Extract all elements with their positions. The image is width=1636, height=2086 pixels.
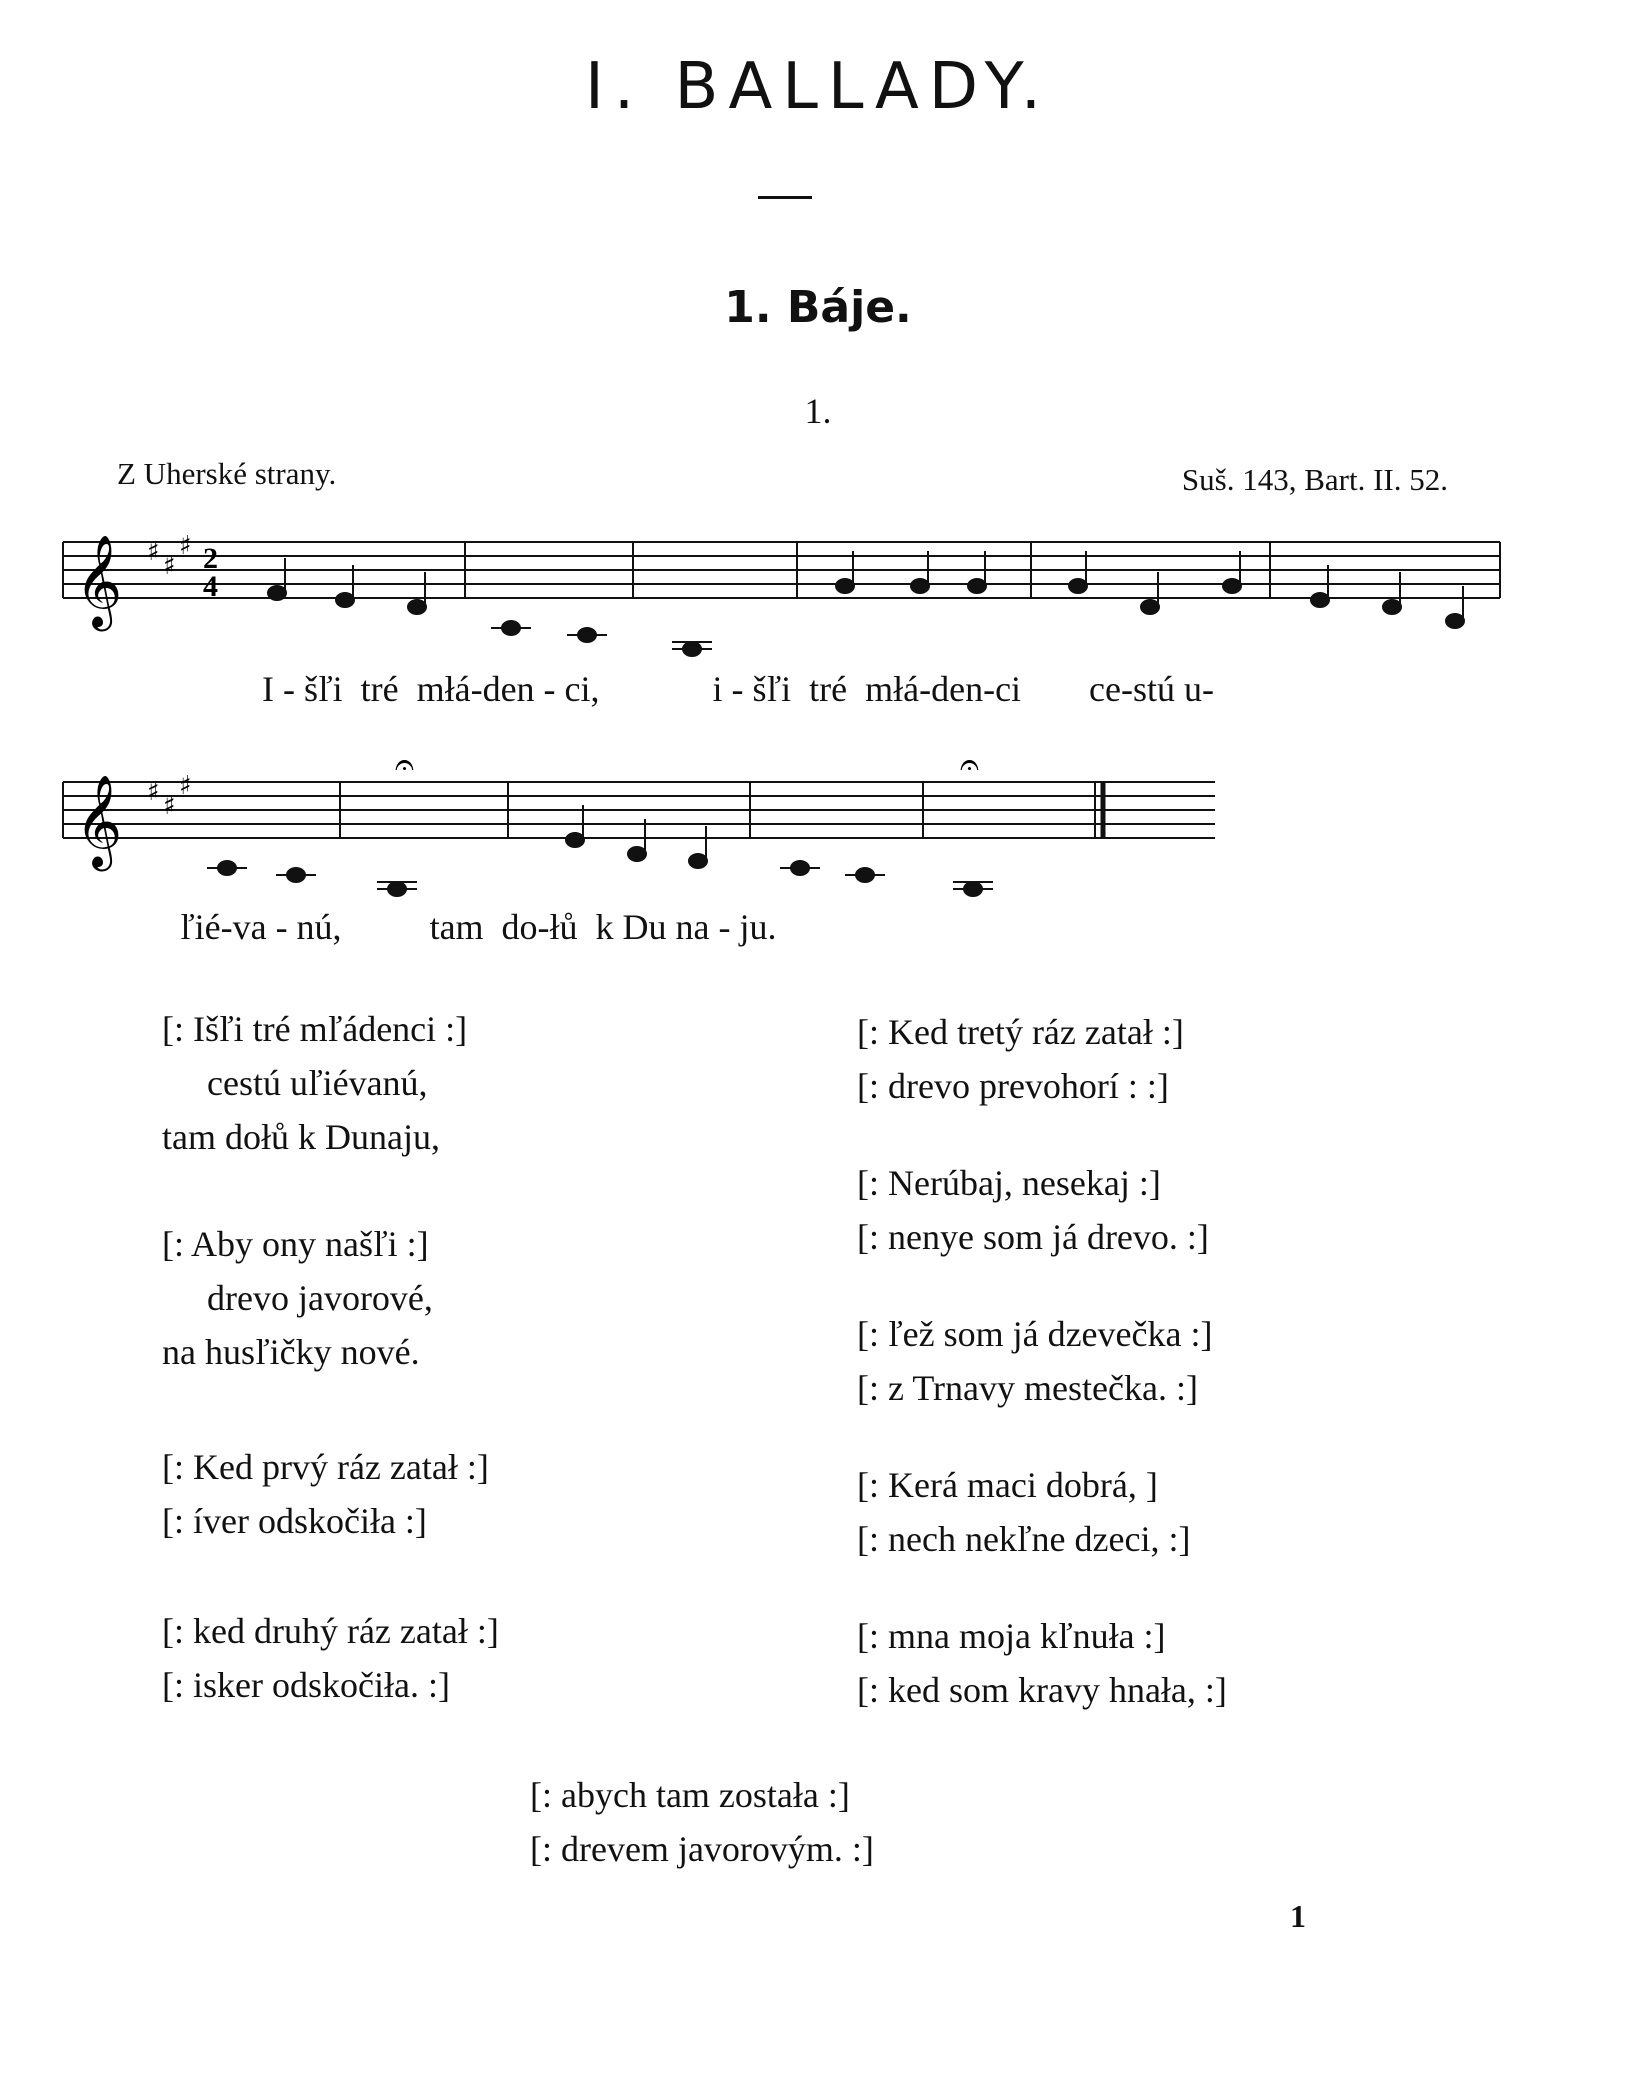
verse-line: [: nenye som já drevo. :] — [857, 1217, 1209, 1257]
notes-line-2 — [207, 805, 993, 896]
verse-left-2 — [162, 1217, 433, 1379]
verse-line: [: Išľi tré mľádenci :] — [162, 1009, 468, 1049]
verse-line: [: Aby ony našľi :] — [162, 1224, 429, 1264]
time-signature-bottom: 4 — [203, 570, 218, 603]
verse-right-4 — [857, 1458, 1190, 1566]
lyric-line-2 — [180, 906, 777, 948]
music-staff-2 — [55, 748, 1235, 898]
fermata-icon: 𝄐 — [395, 748, 414, 785]
lyric-syllable: k Du na - ju. — [595, 907, 777, 947]
verse-line: [: isker odskočiła. :] — [162, 1665, 450, 1705]
verse-right-1 — [857, 1005, 1184, 1113]
song-origin: Z Uherské strany. — [117, 456, 337, 491]
key-sharp-icon: ♯ — [163, 791, 176, 821]
section-title: 1. Báje. — [724, 282, 912, 333]
verse-left-1 — [162, 1002, 467, 1164]
verse-line: [: íver odskočiła :] — [162, 1501, 427, 1541]
chapter-title: I. BALLADY. — [584, 50, 1052, 124]
lyric-syllable: młá-den-ci — [865, 669, 1022, 709]
page-number: 1 — [1290, 1898, 1306, 1934]
lyric-syllable: do-łů — [501, 907, 578, 947]
song-number: 1. — [804, 391, 832, 431]
notes-line-1 — [268, 551, 1464, 656]
lyric-syllable: ce-stú u- — [1089, 669, 1214, 709]
lyric-syllable: tré — [809, 669, 848, 709]
verse-left-3 — [162, 1440, 489, 1548]
verse-line: cestú uľiévanú, — [207, 1063, 428, 1103]
key-sharp-icon: ♯ — [179, 771, 192, 801]
music-staff-1 — [55, 508, 1505, 658]
lyric-syllable: tré — [360, 669, 399, 709]
verse-line: tam dołů k Dunaju, — [162, 1117, 440, 1157]
lyric-syllable: młá-den - ci, — [416, 669, 600, 709]
verse-line: [: Kerá maci dobrá, ] — [857, 1465, 1158, 1505]
lyric-syllable: tam — [429, 907, 484, 947]
verse-line: [: mna moja kľnuła :] — [857, 1616, 1166, 1656]
fermata-icon: 𝄐 — [960, 748, 979, 785]
lyric-syllable: ľié-va - nú, — [180, 907, 342, 947]
verse-line: [: abych tam została :] — [530, 1775, 850, 1815]
verse-final — [530, 1768, 874, 1876]
treble-clef-icon: 𝄞 — [75, 774, 123, 867]
verse-right-5 — [857, 1609, 1227, 1717]
lyric-syllable: i - šľi — [712, 669, 792, 709]
verse-right-2 — [857, 1156, 1209, 1264]
lyric-syllable: I - šľi — [262, 669, 343, 709]
verse-line: [: z Trnavy mestečka. :] — [857, 1368, 1198, 1408]
verse-line: [: Ked prvý ráz zatał :] — [162, 1447, 489, 1487]
verse-line: [: drevo prevohorí : :] — [857, 1066, 1169, 1106]
title-rule — [758, 196, 812, 199]
verse-line: na husľičky nové. — [162, 1332, 420, 1372]
verse-left-4 — [162, 1604, 499, 1712]
key-sharp-icon: ♯ — [179, 531, 192, 561]
verse-line: [: ľež som já dzevečka :] — [857, 1314, 1213, 1354]
key-sharp-icon: ♯ — [147, 777, 160, 807]
lyric-line-1 — [262, 668, 1214, 710]
verse-right-3 — [857, 1307, 1212, 1415]
verse-line: [: Nerúbaj, nesekaj :] — [857, 1163, 1161, 1203]
song-source: Suš. 143, Bart. II. 52. — [1181, 462, 1448, 497]
verse-line: [: drevem javorovým. :] — [530, 1829, 874, 1869]
verse-line: drevo javorové, — [207, 1278, 433, 1318]
verse-line: [: ked som kravy hnała, :] — [857, 1670, 1227, 1710]
key-sharp-icon: ♯ — [163, 551, 176, 581]
verse-line: [: Ked tretý ráz zatał :] — [857, 1012, 1184, 1052]
treble-clef-icon: 𝄞 — [75, 534, 123, 627]
verse-line: [: nech nekľne dzeci, :] — [857, 1519, 1191, 1559]
time-signature-top: 2 — [203, 542, 218, 575]
verse-line: [: ked druhý ráz zatał :] — [162, 1611, 499, 1651]
key-sharp-icon: ♯ — [147, 537, 160, 567]
